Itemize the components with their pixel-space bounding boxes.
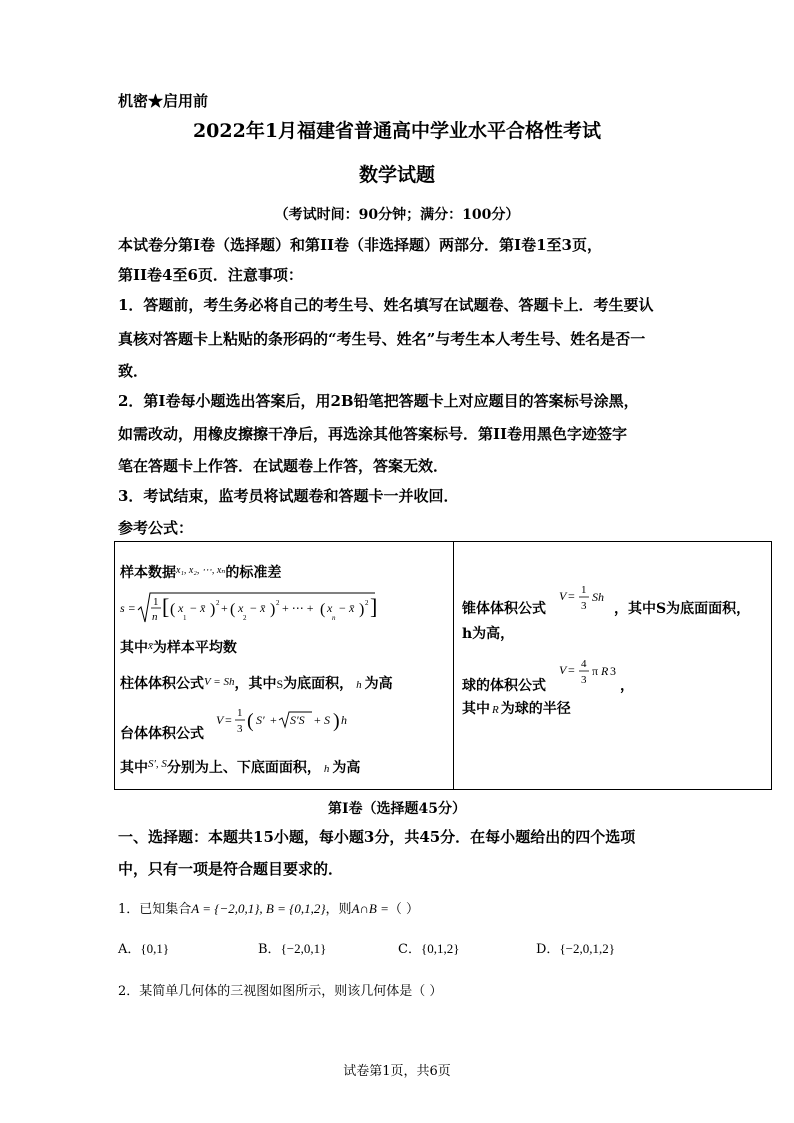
svg-text:[: [ xyxy=(162,594,170,619)
prism-h: h xyxy=(356,679,362,691)
frustum-note-mid: 分别为上、下底面面积， xyxy=(166,760,321,776)
question-2-stem: 2．某简单几何体的三视图如图所示，则该几何体是（ ） xyxy=(118,984,443,999)
svg-text:2: 2 xyxy=(276,599,280,607)
svg-text:]: ] xyxy=(370,594,378,619)
note-1-line-3: 致． xyxy=(118,362,149,380)
svg-text:x̄: x̄ xyxy=(260,601,266,615)
svg-text:3: 3 xyxy=(581,600,587,612)
svg-text:−: − xyxy=(250,601,257,615)
sphere-r: R xyxy=(492,704,499,716)
svg-text:x̄: x̄ xyxy=(200,601,206,615)
question-1-option-a[interactable] xyxy=(118,938,169,957)
note-1-line-1: 1．答题前，考生务必将自己的考生号、姓名填写在试题卷、答题卡上．考生要认 xyxy=(118,296,654,314)
question-1-sets: A = {−2,0,1}, B = {0,1,2} xyxy=(191,901,326,916)
svg-text:3: 3 xyxy=(581,674,587,686)
svg-text:): ) xyxy=(210,601,216,618)
secret-mark: 机密★启用前 xyxy=(118,92,209,110)
section-line-2: 中，只有一项是符合题目要求的． xyxy=(118,860,344,878)
mean-prefix: 其中 xyxy=(120,640,148,656)
mean-suffix: 为样本平均数 xyxy=(152,640,237,656)
question-1-intersection: A∩B = xyxy=(351,901,389,916)
note-3: 3．考试结束，监考员将试题卷和答题卡一并收回． xyxy=(118,487,459,505)
sphere-comma: ， xyxy=(620,678,634,694)
question-1-blank: （ ） xyxy=(388,902,419,917)
svg-text:+: + xyxy=(270,713,277,727)
svg-text:(: ( xyxy=(320,601,326,618)
std-dev-formula-graphic xyxy=(120,590,380,626)
prism-line xyxy=(120,673,393,693)
note-1-line-2: 真核对答题卡上粘贴的条形码的“考生号、姓名”与考生本人考生号、姓名是否一 xyxy=(118,330,646,348)
svg-text:3: 3 xyxy=(237,723,243,735)
mean-line xyxy=(120,637,237,657)
svg-text:=: = xyxy=(568,589,575,603)
svg-text:4: 4 xyxy=(581,658,587,670)
svg-text:+ ⋯ +: + ⋯ + xyxy=(282,601,314,615)
svg-text:3: 3 xyxy=(610,664,616,678)
frustum-note-prefix: 其中 xyxy=(120,760,148,776)
prism-mid: ，其中 xyxy=(234,676,277,692)
sphere-formula xyxy=(557,654,627,690)
svg-text:1: 1 xyxy=(183,614,187,622)
option-a-value: {0,1} xyxy=(140,941,170,956)
svg-text:x̄: x̄ xyxy=(349,601,355,615)
svg-text:h: h xyxy=(341,713,347,727)
question-1-prefix: 1．已知集合 xyxy=(118,902,192,917)
svg-text:S′: S′ xyxy=(256,713,265,727)
option-d-value: {−2,0,1,2} xyxy=(559,941,615,956)
svg-text:2: 2 xyxy=(216,599,220,607)
formula-table-divider xyxy=(453,541,454,790)
std-dev-formula xyxy=(120,590,380,626)
svg-text:=: = xyxy=(225,713,232,727)
sphere-note-suffix: 为球的半径 xyxy=(500,701,571,717)
std-dev-label: 样本数据 xyxy=(120,565,176,581)
svg-text:): ) xyxy=(359,601,365,618)
svg-text:+: + xyxy=(314,713,321,727)
cone-label: 锥体体积公式 xyxy=(462,601,546,617)
svg-text:V: V xyxy=(216,713,224,727)
option-b-value: {−2,0,1} xyxy=(280,941,327,956)
sphere-label: 球的体积公式 xyxy=(462,678,546,694)
question-1-option-b[interactable] xyxy=(258,938,326,957)
question-1-suffix: ，则 xyxy=(325,902,352,917)
svg-text:1: 1 xyxy=(237,707,243,719)
frustum-note-line xyxy=(120,757,360,777)
svg-text:): ) xyxy=(333,710,340,732)
option-c-value: {0,1,2} xyxy=(420,941,460,956)
svg-text:x: x xyxy=(238,601,244,615)
frustum-label: 台体体积公式 xyxy=(120,726,204,742)
svg-text:1: 1 xyxy=(153,596,159,608)
svg-text:(: ( xyxy=(230,601,236,618)
svg-text:+: + xyxy=(221,601,228,615)
question-1-option-d[interactable] xyxy=(536,938,615,957)
svg-text:x: x xyxy=(178,601,184,615)
frustum-vars: S′, S xyxy=(148,758,167,770)
svg-text:x: x xyxy=(327,601,333,615)
cone-note: ，其中S为底面面积， xyxy=(614,601,751,617)
intro-line-1: 本试卷分第I卷（选择题）和第II卷（非选择题）两部分．第I卷1至3页， xyxy=(118,236,602,254)
prism-label: 柱体体积公式 xyxy=(120,676,204,692)
option-a-label: A． xyxy=(118,942,141,957)
svg-text:R: R xyxy=(601,664,609,678)
std-dev-line xyxy=(120,562,281,582)
prism-s: S xyxy=(276,677,284,691)
svg-text:(: ( xyxy=(170,601,176,618)
svg-text:−: − xyxy=(190,601,197,615)
svg-text:): ) xyxy=(270,601,276,618)
option-c-label: C． xyxy=(398,942,421,957)
svg-text:s =: s = xyxy=(120,601,136,615)
prism-area: 为底面积， xyxy=(283,676,354,692)
svg-text:Sh: Sh xyxy=(592,590,604,604)
page-footer: 试卷第1页，共6页 xyxy=(343,1064,451,1079)
section-line-1: 一、选择题：本题共15小题，每小题3分，共45分．在每小题给出的四个选项 xyxy=(118,828,636,846)
svg-text:n: n xyxy=(332,614,336,622)
cone-formula xyxy=(557,580,617,616)
svg-text:2: 2 xyxy=(365,599,369,607)
exam-info: （考试时间：90分钟；满分：100分） xyxy=(274,207,520,223)
exam-title: 2022年1月福建省普通高中学业水平合格性考试 xyxy=(192,120,602,142)
svg-text:−: − xyxy=(339,601,346,615)
question-1-stem xyxy=(118,898,419,917)
svg-text:n: n xyxy=(152,611,158,623)
option-b-label: B． xyxy=(258,942,281,957)
std-dev-suffix: 的标准差 xyxy=(225,565,282,581)
note-2-line-1: 2．第I卷每小题选出答案后，用2B铅笔把答题卡上对应题目的答案标号涂黑， xyxy=(118,392,639,410)
part-1-title: 第I卷（选择题45分） xyxy=(327,801,467,817)
cone-formula-graphic xyxy=(557,580,617,616)
svg-text:(: ( xyxy=(247,710,254,732)
frustum-h: h xyxy=(323,763,330,775)
svg-text:1: 1 xyxy=(581,584,587,596)
prism-formula: V = Sh xyxy=(204,676,235,688)
subject-title: 数学试题 xyxy=(358,164,435,186)
svg-text:2: 2 xyxy=(243,614,247,622)
svg-text:V: V xyxy=(559,663,567,677)
frustum-note-suffix: 为高 xyxy=(332,760,361,776)
mean-var: x̄ xyxy=(148,640,153,652)
formulas-heading: 参考公式： xyxy=(118,519,194,537)
sphere-note-prefix: 其中 xyxy=(462,701,490,717)
svg-text:π: π xyxy=(592,664,599,678)
svg-text:V: V xyxy=(559,589,567,603)
frustum-formula-graphic xyxy=(214,700,364,740)
sphere-note-line xyxy=(462,698,571,718)
sphere-formula-graphic xyxy=(557,654,627,690)
prism-height: 为高 xyxy=(364,676,393,692)
svg-text:S: S xyxy=(324,713,330,727)
std-dev-vars: x₁, x₂, ⋯, xₙ xyxy=(176,565,226,576)
cone-note-2: h为高， xyxy=(462,626,515,642)
svg-text:S′S: S′S xyxy=(290,713,305,727)
question-1-option-c[interactable] xyxy=(398,938,459,957)
frustum-formula xyxy=(214,700,364,740)
note-2-line-3: 笔在答题卡上作答．在试题卷上作答，答案无效． xyxy=(118,457,449,475)
svg-text:=: = xyxy=(568,663,575,677)
option-d-label: D． xyxy=(536,942,560,957)
intro-line-2: 第II卷4至6页．注意事项： xyxy=(118,266,303,284)
note-2-line-2: 如需改动，用橡皮擦擦干净后，再选涂其他答案标号．第II卷用黑色字迹签字 xyxy=(118,425,628,443)
